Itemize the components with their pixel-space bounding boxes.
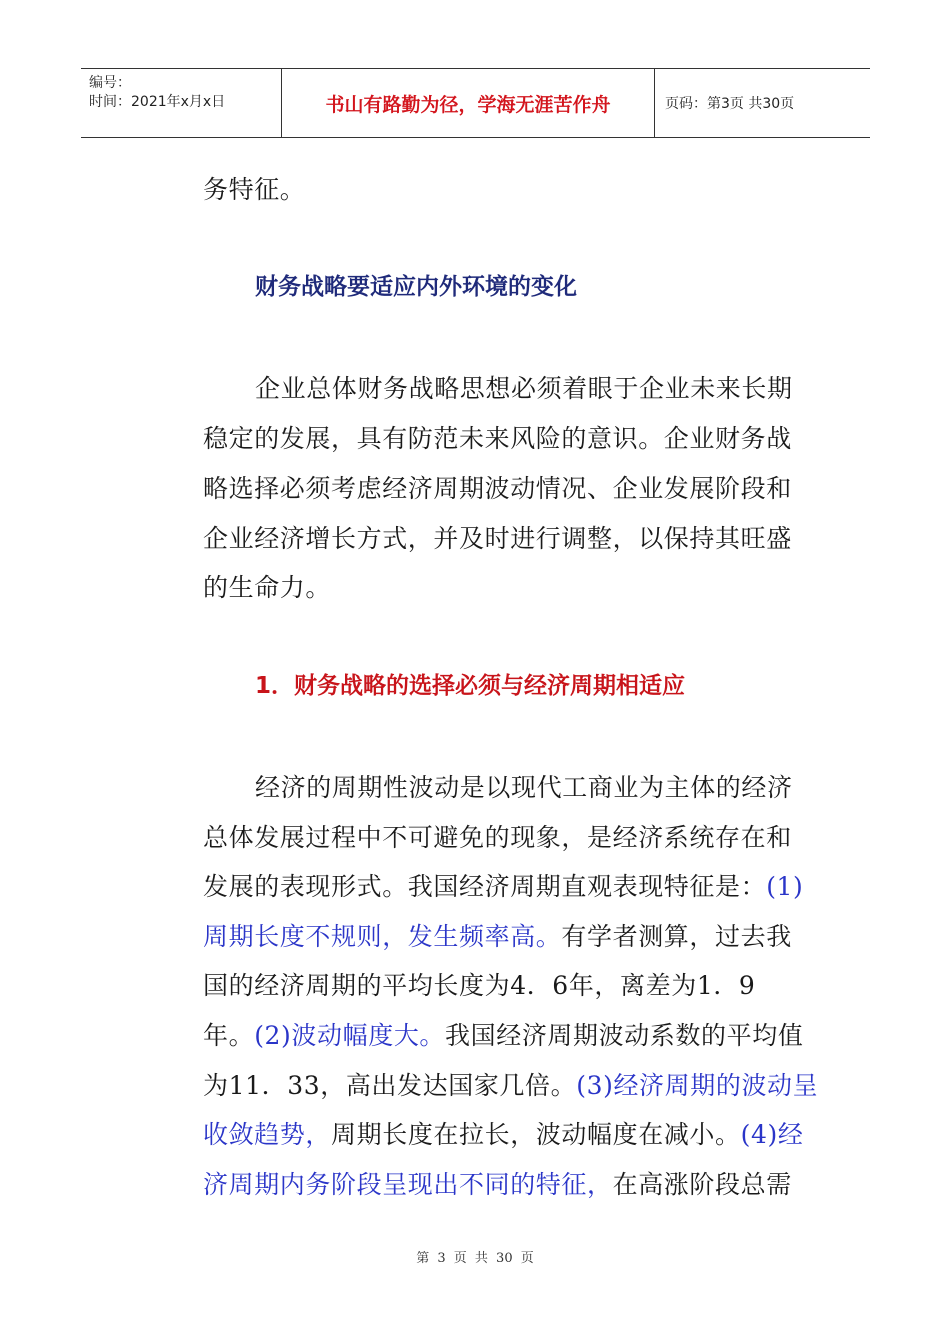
body-line — [203, 1165, 792, 1201]
highlight-run: 济周期内务阶段呈现出不同的特征， — [203, 1170, 613, 1199]
text-run: 我国经济周期波动系数的平均值 — [445, 1021, 804, 1050]
document-header — [81, 68, 870, 138]
text-run: 为11．33，高出发达国家几倍。 — [203, 1071, 577, 1100]
body-line: 企业总体财务战略思想必须着眼于企业未来长期 — [255, 374, 793, 403]
body-line: 略选择必须考虑经济周期波动情况、企业发展阶段和 — [203, 474, 792, 503]
body-line: 总体发展过程中不可避免的现象，是经济系统存在和 — [203, 823, 792, 852]
body-line: 稳定的发展，具有防范未来风险的意识。企业财务战 — [203, 424, 792, 453]
highlight-run: (1) — [766, 872, 804, 901]
text-run: 年。 — [203, 1021, 255, 1050]
body-line — [203, 917, 792, 953]
text-run: 有学者测算，过去我 — [561, 922, 792, 951]
highlight-run: (2)波动幅度大。 — [254, 1021, 446, 1050]
body-line — [203, 1016, 803, 1052]
highlight-run: (3)经济周期的波动呈 — [576, 1071, 819, 1100]
highlight-run: 收敛趋势， — [203, 1120, 332, 1149]
time-label: 时间：2021年x月x日 — [89, 94, 226, 110]
subsection-heading: 1．财务战略的选择必须与经济周期相适应 — [255, 673, 686, 699]
text-run: 发展的表现形式。我国经济周期直观表现特征是： — [203, 872, 767, 901]
highlight-run: (4)经 — [740, 1120, 804, 1149]
highlight-run: 周期长度不规则，发生频率高。 — [203, 922, 562, 951]
text-run: 周期长度在拉长，波动幅度在减小。 — [331, 1120, 741, 1149]
body-line: 的生命力。 — [203, 573, 332, 602]
body-line: 经济的周期性波动是以现代工商业为主体的经济 — [255, 773, 793, 802]
header-meta-cell — [81, 69, 282, 137]
text-run: 在高涨阶段总需 — [612, 1170, 792, 1199]
header-motto: 书山有路勤为径，学海无涯苦作舟 — [282, 69, 655, 137]
page-footer: 第 3 页 共 30 页 — [416, 1251, 534, 1266]
body-line: 务特征。 — [203, 175, 306, 204]
section-heading: 财务战略要适应内外环境的变化 — [255, 274, 577, 300]
number-label: 编号： — [89, 75, 131, 91]
body-line — [203, 1115, 803, 1151]
body-line: 企业经济增长方式，并及时进行调整，以保持其旺盛 — [203, 524, 792, 553]
body-line — [203, 1066, 818, 1102]
body-line — [203, 867, 803, 903]
body-line: 国的经济周期的平均长度为4．6年，离差为1．9 — [203, 971, 756, 1000]
header-page-info: 页码：第3页 共30页 — [665, 96, 795, 112]
